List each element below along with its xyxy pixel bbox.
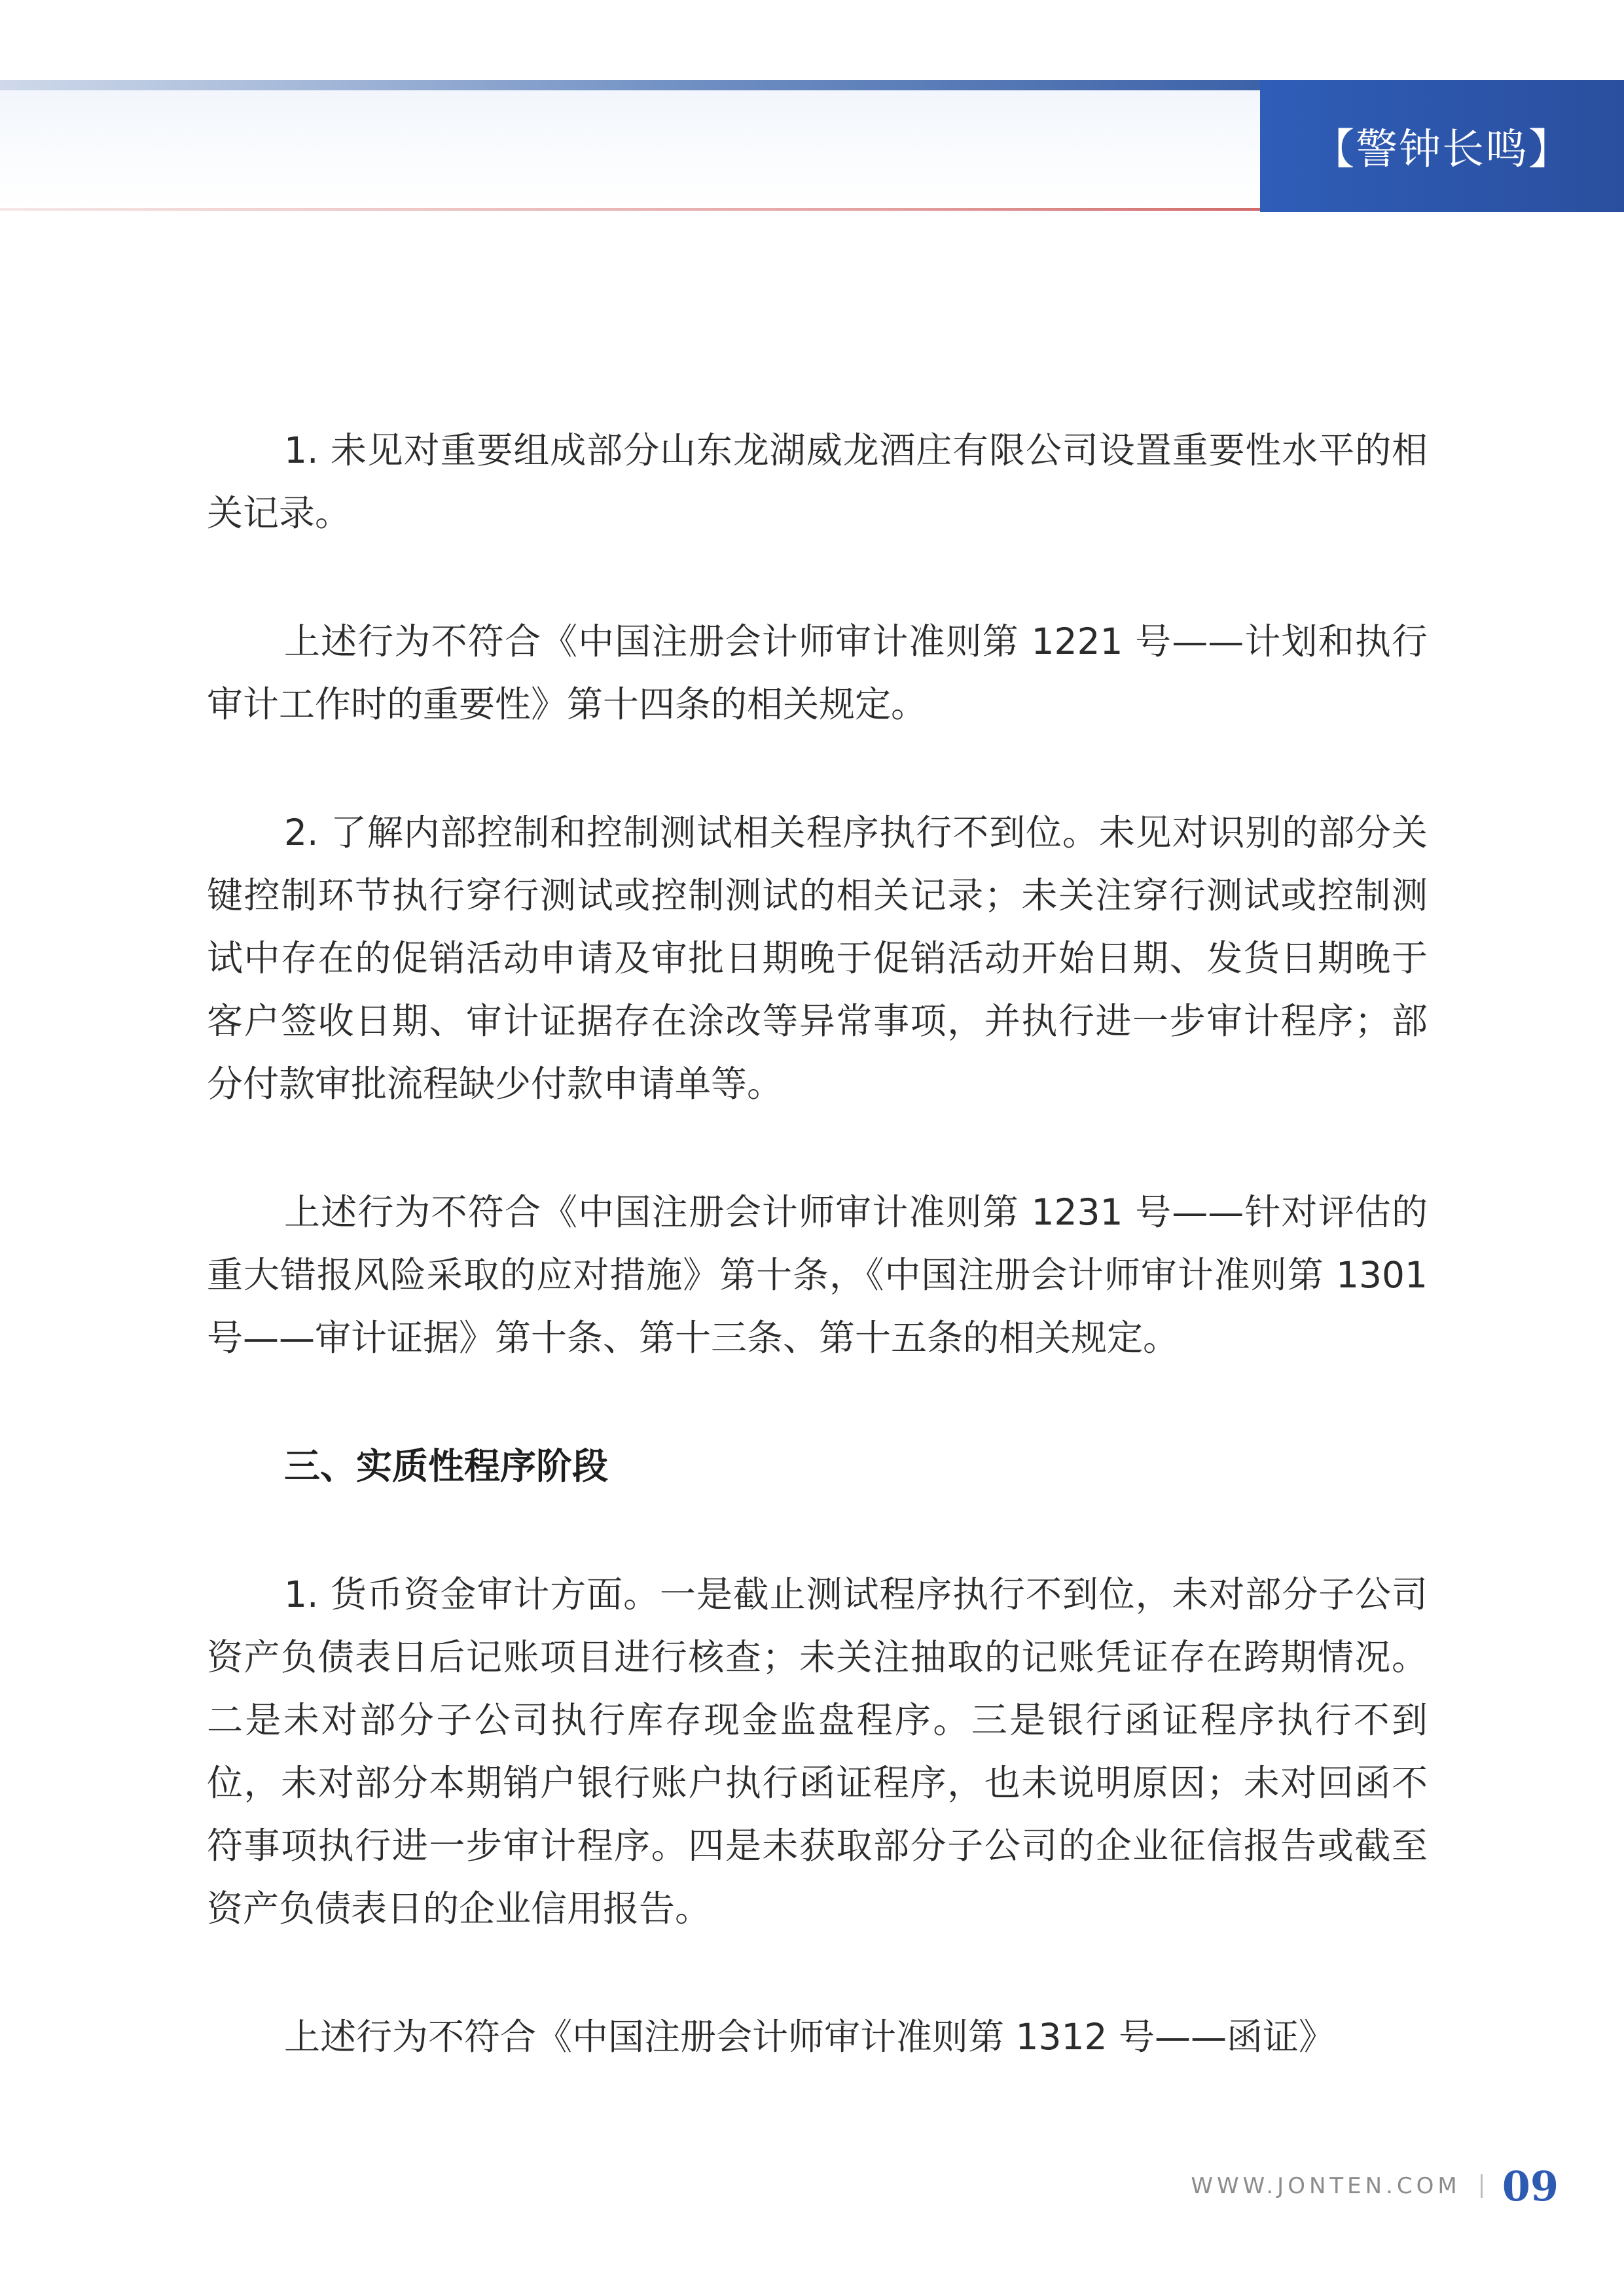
paragraph-3: 2. 了解内部控制和控制测试相关程序执行不到位。未见对识别的部分关键控制环节执行穿行测试或控制测试的相关记录；未关注穿行测试或控制测试中存在的促销活动申请及审批日期晚于促销活动开始日期、发货日期晚于客户签收日期、审计证据存在涂改等异常事项，并执行进一步审计程序；部分付款审批流程缺少付款申请单等。 — [207, 812, 1428, 1105]
article-body — [207, 419, 1428, 2068]
paragraph-4: 上述行为不符合《中国注册会计师审计准则第 1231 号——针对评估的重大错报风险采取的应对措施》第十条，《中国注册会计师审计准则第 1301 号——审计证据》第十条、第十三条、第十五条的相关规定。 — [207, 1191, 1428, 1359]
paragraph-gap — [207, 545, 1428, 610]
paragraph-6: 上述行为不符合《中国注册会计师审计准则第 1312 号——函证》 — [284, 2016, 1335, 2058]
footer-website-link[interactable]: WWW.JONTEN.COM — [1191, 2173, 1461, 2199]
header-bottom-rule — [0, 208, 1260, 211]
paragraph-gap — [207, 1498, 1428, 1563]
page-footer — [1191, 2160, 1559, 2212]
header-band — [0, 80, 1260, 209]
paragraph-2: 上述行为不符合《中国注册会计师审计准则第 1221 号——计划和执行审计工作时的重要性》第十四条的相关规定。 — [207, 620, 1428, 725]
page-number: 09 — [1502, 2162, 1559, 2210]
paragraph-5: 1. 货币资金审计方面。一是截止测试程序执行不到位，未对部分子公司资产负债表日后记账项目进行核查；未关注抽取的记账凭证存在跨期情况。二是未对部分子公司执行库存现金监盘程序。三是银行函证程序执行不到位，未对部分本期销户银行账户执行函证程序，也未说明原因；未对回函不符事项执行进一步审计程序。四是未获取部分子公司的企业征信报告或截至资产负债表日的企业信用报告。 — [207, 1573, 1428, 1929]
paragraph-1: 1. 未见对重要组成部分山东龙湖威龙酒庄有限公司设置重要性水平的相关记录。 — [207, 429, 1428, 534]
paragraph-gap — [207, 1115, 1428, 1181]
header-top-rule — [0, 80, 1260, 90]
section-heading: 三、实质性程序阶段 — [284, 1445, 609, 1487]
paragraph-gap — [207, 1940, 1428, 2005]
footer-divider — [1481, 2174, 1483, 2198]
paragraph-gap — [207, 736, 1428, 801]
paragraph-gap — [207, 1369, 1428, 1435]
section-tag: 【警钟长鸣】 — [1260, 80, 1624, 212]
